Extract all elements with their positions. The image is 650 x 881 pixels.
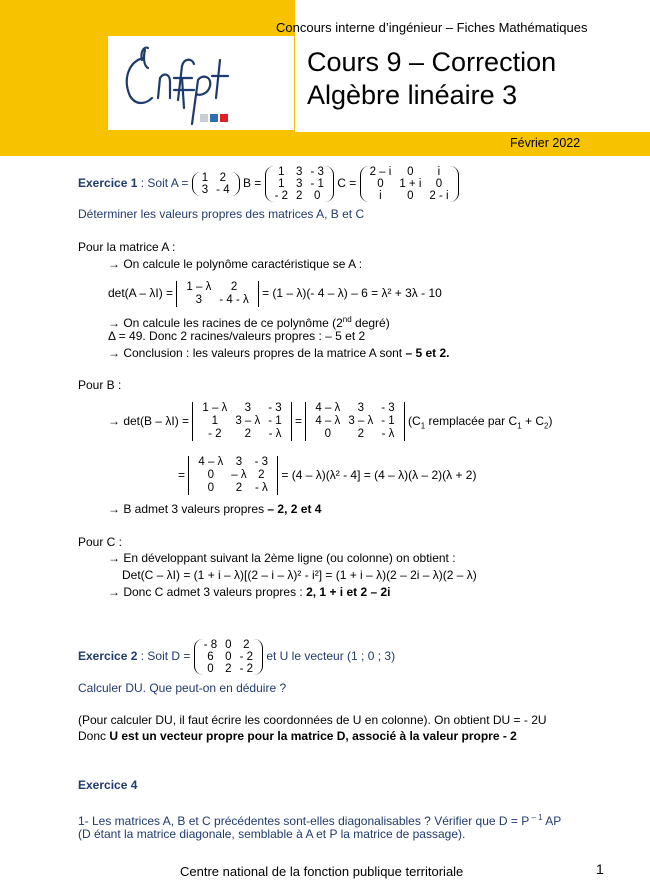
partC-line1: → En développant suivant la 2ème ligne (ou colonne) on obtient : — [108, 551, 456, 565]
matrix-cell: i — [437, 165, 441, 178]
partB-det-row2 — [178, 452, 476, 498]
matrix-cell: - 3 — [381, 402, 395, 415]
matrix-cell: - 4 - λ — [219, 293, 249, 306]
note-part: + C — [521, 414, 544, 428]
matrix-cell: 3 — [296, 165, 303, 178]
det-B1 — [192, 402, 291, 441]
ex1-label: Exercice 1 — [78, 176, 138, 190]
ex2-conclusion: U est un vecteur propre pour la matrice D, associé à la valeur propre - 2 — [109, 729, 517, 743]
matrix-cell: 2 — [225, 662, 232, 675]
ex2-question: Calculer DU. Que peut-on en déduire ? — [78, 681, 287, 695]
partC-line3-text: → Donc C admet 3 valeurs propres : — [108, 585, 307, 599]
note-sub: 2 — [543, 421, 549, 431]
partA-line3-sup: nd — [342, 315, 352, 324]
matrix-cell: 2 — [258, 469, 265, 482]
matrix-cell: 3 — [244, 402, 251, 415]
page-title-line1: Cours 9 – Correction — [307, 47, 557, 77]
matrix-cell: 2 — [357, 428, 364, 441]
partC-heading: Pour C : — [78, 535, 123, 549]
note-sub: 1 — [517, 421, 522, 431]
matrix-cell: - 1 — [381, 415, 395, 428]
detB3-eq: = — [178, 468, 186, 482]
matrix-cell: - 3 — [310, 165, 324, 178]
partB-values: – 2, 2 et 4 — [267, 502, 322, 516]
partA-line5-text: → Conclusion : les valeurs propres de la matrice A sont — [108, 346, 406, 360]
header-date: Février 2022 — [510, 136, 581, 150]
partC-values: 2, 1 + i et 2 – 2i — [306, 585, 391, 599]
matrix-cell: - 2 — [239, 662, 253, 675]
matrix-cell: - 4 — [216, 183, 230, 196]
note-part: (C — [408, 414, 421, 428]
ex2-line1: (Pour calculer DU, il faut écrire les coordonnées de U en colonne). On obtient DU = - 2U — [78, 713, 547, 727]
ex1-intro: : Soit A = — [137, 176, 192, 190]
matrix-cell: 2 - i — [429, 189, 449, 202]
detB3-suffix: = (4 – λ)(λ² - 4] = (4 – λ)(λ – 2)(λ + 2) — [281, 468, 477, 482]
matrix-cell: 2 — [235, 482, 243, 495]
matrix-cell: 3 — [357, 402, 364, 415]
header-date-band — [295, 132, 650, 156]
matrix-cell: - λ — [254, 482, 268, 495]
matrix-cell: 0 — [407, 189, 414, 202]
ex2-after: et U le vecteur (1 ; 0 ; 3) — [266, 649, 396, 663]
matrix-cell: 0 — [207, 662, 214, 675]
matrix-cell: 1 — [201, 171, 209, 184]
matrix-cell: 3 — [235, 456, 243, 469]
det-B2 — [305, 402, 404, 441]
matrix-cell: 0 — [407, 165, 414, 178]
matrix-A — [192, 172, 240, 196]
matrix-cell: i — [379, 189, 382, 202]
matrix-cell: 3 — [195, 293, 203, 306]
page-number: 1 — [596, 861, 604, 877]
partA-line5 — [108, 346, 450, 361]
matrix-cell: 2 — [219, 171, 227, 184]
page-title-line2: Algèbre linéaire 3 — [307, 80, 518, 110]
matrix-D — [194, 639, 263, 675]
partC-line3 — [108, 585, 390, 600]
matrix-cell: - λ — [268, 428, 282, 441]
logo-label — [0, 0, 1, 1]
detB-prefix: → det(B – λI) = — [108, 414, 190, 428]
matrix-cell: 0 — [377, 177, 384, 190]
matrix-cell: 4 – λ — [315, 402, 341, 415]
header-top-title: Concours interne d’ingénieur – Fiches Mathématiques — [276, 20, 588, 35]
detA-prefix: det(A – λI) = — [108, 286, 174, 300]
partA-line1: → On calcule le polynôme caractéristique se A : — [108, 257, 363, 271]
matrix-cell: 2 — [230, 280, 238, 293]
ex4-label: Exercice 4 — [78, 778, 138, 792]
matrix-B — [265, 166, 334, 202]
footer-text: Centre national de la fonction publique territoriale — [180, 864, 464, 879]
matrix-cell: 0 — [324, 428, 332, 441]
cnfpt-logo — [112, 38, 252, 128]
partB-det-row1 — [108, 398, 552, 444]
ex2-intro: : Soit D = — [137, 649, 194, 663]
matrix-cell: - 2 — [239, 650, 253, 663]
matrix-cell: – λ — [231, 469, 247, 482]
det-B3 — [188, 456, 278, 495]
matrix-cell: 0 — [207, 469, 215, 482]
matrix-cell: 3 – λ — [235, 415, 261, 428]
matrix-cell: - 3 — [268, 402, 282, 415]
matrix-cell: 1 – λ — [186, 280, 212, 293]
matrix-cell: 0 — [313, 189, 321, 202]
ex2-line2-text: Donc — [78, 729, 110, 743]
matrix-cell: - 2 — [274, 189, 289, 202]
matrix-cell: 3 – λ — [348, 415, 374, 428]
matrix-cell: 1 + i — [399, 177, 422, 190]
partB-heading: Pour B : — [78, 378, 122, 392]
matrix-cell: 1 — [211, 415, 219, 428]
matrix-cell: 2 – i — [369, 165, 392, 178]
matrix-cell: - 1 — [310, 177, 324, 190]
matrix-cell: 4 – λ — [198, 456, 224, 469]
ex4-sup: – 1 — [529, 813, 543, 822]
partA-line3-end: degré) — [351, 316, 390, 330]
note-part: remplacée par C — [425, 414, 518, 428]
detB-eq: = — [295, 414, 303, 428]
matrix-cell: 2 — [244, 428, 251, 441]
matrix-cell: 0 — [207, 482, 215, 495]
partB-conclusion — [108, 502, 321, 517]
matrix-cell: - 8 — [203, 638, 218, 651]
detA-suffix: = (1 – λ)(- 4 – λ) – 6 = λ² + 3λ - 10 — [262, 286, 442, 300]
partA-heading: Pour la matrice A : — [78, 240, 176, 254]
matrix-cell: 0 — [225, 638, 232, 651]
detB-note — [408, 414, 553, 431]
partA-line4: Δ = 49. Donc 2 racines/valeurs propres : – 5 et 2 — [108, 329, 366, 343]
B-label: B = — [242, 176, 265, 190]
note-sub: 1 — [420, 421, 426, 431]
ex4-line1-text: 1- Les matrices A, B et C précédentes sont-elles diagonalisables ? Vérifier que D = P — [78, 814, 530, 828]
ex4-line2: (D étant la matrice diagonale, semblable à A et P la matrice de passage). — [78, 827, 466, 841]
matrix-cell: 2 — [296, 189, 303, 202]
ex4-line1-end: AP — [542, 814, 562, 828]
partB-concl-text: → B admet 3 valeurs propres — [108, 502, 268, 516]
matrix-cell: 1 — [278, 165, 285, 178]
ex1-statement — [78, 163, 459, 203]
ex2-line2 — [78, 729, 517, 744]
matrix-cell: 1 – λ — [202, 402, 228, 415]
matrix-cell: 3 — [296, 177, 303, 190]
note-part: ) — [548, 414, 553, 428]
matrix-C — [360, 166, 459, 202]
matrix-cell: 6 — [207, 650, 214, 663]
ex1-question: Déterminer les valeurs propres des matrices A, B et C — [78, 207, 365, 221]
matrix-cell: 4 – λ — [315, 415, 341, 428]
matrix-cell: - λ — [381, 428, 395, 441]
C-label: C = — [337, 176, 360, 190]
partA-values: – 5 et 2. — [405, 346, 450, 360]
ex2-label: Exercice 2 — [78, 649, 138, 663]
det-A — [176, 281, 258, 307]
matrix-cell: - 2 — [208, 428, 222, 441]
partC-line2: Det(C – λI) = (1 + i – λ)[(2 – i – λ)² - i²] = (1 + i – λ)(2 – 2i – λ)(2 – λ) — [122, 568, 477, 582]
matrix-cell: - 1 — [268, 415, 282, 428]
partA-det — [108, 276, 442, 310]
matrix-cell: 2 — [243, 638, 250, 651]
matrix-cell: 3 — [201, 183, 209, 196]
matrix-cell: - 3 — [254, 456, 269, 469]
matrix-cell: 0 — [435, 177, 443, 190]
matrix-cell: 0 — [225, 650, 232, 663]
ex2-statement — [78, 633, 395, 679]
matrix-cell: 1 — [278, 177, 285, 190]
partA-line3-text: → On calcule les racines de ce polynôme (2 — [108, 316, 343, 330]
